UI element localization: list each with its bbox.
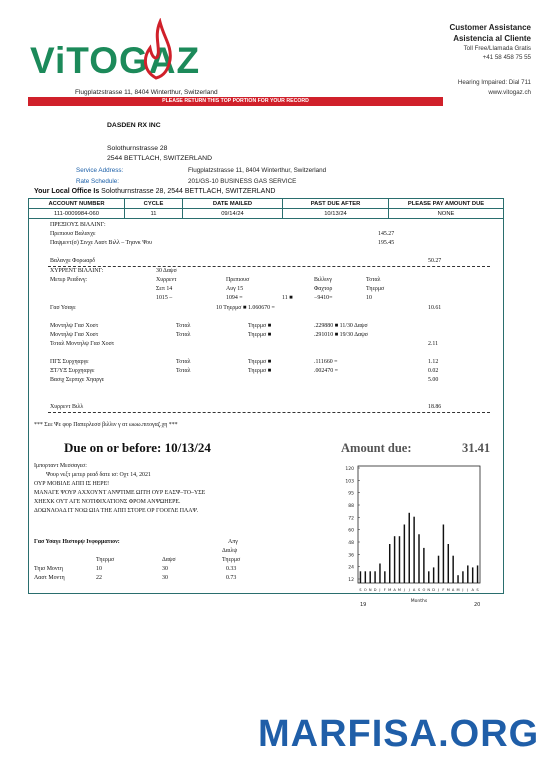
history-row-avg: 0.33 bbox=[226, 566, 237, 572]
chart-bar bbox=[389, 544, 390, 583]
mgc1-therms: Τηερμσ ■ bbox=[248, 323, 272, 329]
chart-bar bbox=[472, 567, 473, 583]
prev-balance-label: Πρεπιουσ Βαλανχε bbox=[50, 231, 96, 237]
billing-days: 30 Δαψσ bbox=[156, 268, 177, 274]
amount-due-label: Amount due: bbox=[341, 441, 412, 455]
history-row-days: 30 bbox=[162, 566, 168, 572]
xtx-therms: Τηερμσ ■ bbox=[248, 368, 272, 374]
chart-xtick-label: S bbox=[476, 588, 479, 592]
chart-ytick-label: 36 bbox=[348, 553, 354, 559]
cycle: 11 bbox=[125, 209, 183, 219]
chart-bar bbox=[418, 534, 419, 583]
chart-xtick-label: O bbox=[422, 588, 426, 592]
chart-bar bbox=[452, 556, 453, 583]
pgs-therms: Τηερμσ ■ bbox=[248, 359, 272, 365]
xtx-total: Τοταλ bbox=[176, 368, 191, 374]
return-notice-bar: PLEASE RETURN THIS TOP PORTION FOR YOUR RECORD bbox=[28, 97, 443, 106]
chart-ytick-label: 24 bbox=[348, 565, 354, 571]
chart-xtick-label: A bbox=[412, 588, 416, 592]
message-line: ΟΥΡ ΜΟΒΙΛΕ ΑΠΠ ΙΣ ΗΕΡΕ! bbox=[34, 481, 110, 487]
chart-bar bbox=[394, 536, 395, 583]
col-amount-due: PLEASE PAY AMOUNT DUE bbox=[389, 199, 504, 209]
assist-title-en: Customer Assistance bbox=[449, 23, 531, 32]
chart-bar bbox=[433, 567, 434, 583]
chart-xtick-label: O bbox=[363, 588, 367, 592]
meter-therms-label: Τηερμσ bbox=[366, 286, 385, 292]
mgc1-total: Τοταλ bbox=[176, 323, 191, 329]
prev-balance: 145.27 bbox=[378, 231, 395, 237]
pgs-total: Τοταλ bbox=[176, 359, 191, 365]
meter-diff: −9410= bbox=[314, 295, 333, 301]
local-office bbox=[34, 188, 275, 195]
message-line: ΔΟΩΝΛΟΑΔ ΙΤ ΝΟΩ ΩΙΑ ΤΗΕ ΑΠΠ ΣΤΟΡΕ ΟΡ ΓΟΟΓΛΕ ΠΛΑΨ. bbox=[34, 508, 199, 514]
col-cycle: CYCLE bbox=[125, 199, 183, 209]
chart-bar bbox=[369, 571, 370, 583]
col-account-number: ACCOUNT NUMBER bbox=[29, 199, 125, 209]
basic-service-label: Βασιχ Σερπιχε Χηαργε bbox=[50, 377, 105, 383]
chart-xtick-label: D bbox=[432, 588, 436, 592]
history-col-days: Δαψσ bbox=[162, 557, 176, 563]
chart-xtick-label: S bbox=[359, 588, 362, 592]
current-bill-label: Χυρρεντ Βιλλ bbox=[50, 404, 84, 410]
account-table bbox=[28, 198, 504, 219]
meter-factor-label: Φαχτορ bbox=[314, 286, 333, 292]
chart-bar bbox=[428, 571, 429, 583]
marfisa-brand: MARFISA.ORG bbox=[258, 713, 540, 755]
chart-bar bbox=[462, 571, 463, 583]
history-avg-head: Απγ bbox=[228, 539, 238, 545]
chart-bar bbox=[467, 565, 468, 583]
service-address-label: Service Address: bbox=[76, 167, 124, 174]
chart-xtick-label: N bbox=[368, 588, 372, 592]
divider bbox=[48, 266, 490, 267]
history-row-therms: 22 bbox=[96, 575, 102, 581]
chart-xtick-label: A bbox=[471, 588, 474, 592]
history-row-therms: 10 bbox=[96, 566, 102, 572]
pgs-amount: 1.12 bbox=[428, 359, 439, 365]
chart-ytick-label: 103 bbox=[345, 479, 354, 485]
chart-bar bbox=[423, 548, 424, 583]
meter-previous-date: Αυγ 15 bbox=[226, 286, 244, 292]
chart-ytick-label: 120 bbox=[345, 467, 354, 472]
chart-ytick-label: 72 bbox=[348, 516, 354, 522]
chart-bar bbox=[443, 525, 444, 584]
due-date: Due on or before: 10/13/24 bbox=[64, 440, 211, 455]
chart-bar bbox=[404, 525, 405, 584]
chart-ytick-label: 48 bbox=[348, 541, 354, 546]
chart-bar bbox=[384, 571, 385, 583]
chart-xtick-label: D bbox=[373, 588, 377, 592]
chart-xtick-label: J bbox=[408, 588, 410, 592]
history-daily-head: Δαιλψ bbox=[222, 548, 238, 554]
messages-title: Ιμπορταντ Μεσσαγεσ: bbox=[34, 463, 87, 469]
history-row-avg: 0.73 bbox=[226, 575, 237, 581]
chart-xlabel: Months bbox=[410, 599, 428, 604]
meter-col-total: Τοταλ bbox=[366, 277, 381, 283]
chart-xtick-label: F bbox=[383, 588, 386, 592]
customer-city: 2544 BETTLACH, SWITZERLAND bbox=[107, 155, 212, 162]
history-title: Γασ Υσαγε Ηιστορψ Ινφορματιον: bbox=[34, 539, 120, 545]
chart-xtick-label: J bbox=[379, 588, 381, 592]
history-row-label: Τηισ Μοντη bbox=[34, 566, 63, 572]
chart-xtick-label: N bbox=[427, 588, 431, 592]
chart-xtick-label: J bbox=[437, 588, 440, 592]
chart-ytick-label: 95 bbox=[348, 491, 354, 497]
mgc2-total: Τοταλ bbox=[176, 332, 191, 338]
amount-due-value: NONE bbox=[389, 209, 504, 219]
meter-total: 10 bbox=[366, 295, 372, 301]
chart-bar bbox=[365, 571, 366, 583]
divider bbox=[48, 412, 490, 413]
meter-current-read: 1015 – bbox=[156, 295, 173, 301]
chart-bar bbox=[374, 571, 375, 583]
chart-bar bbox=[477, 565, 478, 583]
assist-title-es: Asistencia al Cliente bbox=[453, 34, 531, 43]
chart-xtick-label: M bbox=[446, 588, 450, 592]
meter-col-previous: Πρεπιουσ bbox=[226, 277, 250, 283]
balance-forward: 50.27 bbox=[428, 258, 442, 264]
flame-icon bbox=[138, 18, 174, 80]
basic-service-amount: 5.00 bbox=[428, 377, 439, 383]
account-table-row bbox=[29, 209, 504, 219]
meter-previous-read: 1094 = bbox=[226, 295, 243, 301]
chart-bar bbox=[413, 517, 414, 583]
chart-bar bbox=[360, 571, 361, 583]
payment-label: Παψμεντ(σ) Σινχε Λαστ Βιλλ – Τηανκ Ψου bbox=[50, 240, 153, 246]
chart-bar bbox=[448, 544, 449, 583]
monthly-gas-cost-2-label: Μοντηλψ Γασ Χοστ bbox=[50, 332, 99, 338]
chart-xtick-label: A bbox=[393, 588, 396, 592]
company-logo: ViTOGAZ bbox=[30, 40, 201, 81]
history-col-avg: Τηερμσ bbox=[222, 557, 241, 563]
current-billing-title: ΧΥΡΡΕΝΤ ΒΙΛΛΙΝΓ: bbox=[50, 268, 104, 274]
chart-bar bbox=[457, 575, 458, 583]
message-line: Ψουρ νεξτ μετερ ρεαδ δατε ισ: Οχτ 14, 2021 bbox=[46, 472, 151, 478]
customer-street: Solothurnstrasse 28 bbox=[107, 145, 168, 152]
gas-usage-detail: 10 Τηερμσ ■ 1.060670 = bbox=[216, 305, 275, 311]
rate-schedule-label: Rate Schedule: bbox=[76, 178, 120, 185]
history-col-therms: Τηερμσ bbox=[96, 557, 115, 563]
current-bill-amount: 18.86 bbox=[428, 404, 442, 410]
payment: 195.45 bbox=[378, 240, 395, 246]
pgs-rate: .111660 = bbox=[314, 359, 338, 365]
meter-col-current: Χυρρεντ bbox=[156, 277, 177, 283]
gas-usage-label: Γασ Υσαγε bbox=[50, 305, 76, 311]
history-row-days: 30 bbox=[162, 575, 168, 581]
chart-ytick-label: 88 bbox=[348, 504, 354, 509]
meter-factor: 11 ■ bbox=[282, 295, 293, 301]
chart-xtick-label: A bbox=[451, 588, 455, 592]
customer-address bbox=[107, 144, 212, 164]
hearing-impaired: Hearing Impaired: Dial 711 bbox=[457, 79, 531, 86]
paperless-note: *** Σεε Ψε φορ Παπερλεσσ βιλλιν γ ατ ωωω.πιτογαζ.χη *** bbox=[34, 422, 178, 428]
meter-current-date: Σεπ 14 bbox=[156, 286, 173, 292]
chart-xtick-label: M bbox=[456, 588, 460, 592]
service-address: Flugplatzstrasse 11, 8404 Winterthur, Switzerland bbox=[188, 167, 327, 174]
meter-reading-label: Μετερ Ρεαδινγ: bbox=[50, 277, 88, 283]
past-due-after: 10/13/24 bbox=[283, 209, 389, 219]
mgc-total-label: Τοταλ Μοντηλψ Γασ Χοστ bbox=[50, 341, 115, 347]
xtx-surcharge-label: ΞΤ/ΥΞ Συρχηαργε bbox=[50, 368, 95, 374]
meter-col-billing: Βιλλινγ bbox=[314, 277, 333, 283]
account-number: 111-0009984-060 bbox=[29, 209, 125, 219]
chart-xtick-label: M bbox=[388, 588, 392, 592]
chart-bar bbox=[379, 564, 380, 584]
monthly-gas-cost-1-label: Μοντηλψ Γασ Χοστ bbox=[50, 323, 99, 329]
chart-xtick-label: F bbox=[442, 588, 445, 592]
xtx-amount: 0.02 bbox=[428, 368, 439, 374]
tollfree-label: Toll Free/Llamada Gratis bbox=[463, 45, 531, 52]
chart-xtick-label: M bbox=[397, 588, 402, 592]
date-mailed: 09/14/24 bbox=[183, 209, 283, 219]
rate-schedule: 201/GS-10 BUSINESS GAS SERVICE bbox=[188, 178, 297, 185]
prev-billing-title: ΠΡΕΞΙΟΥΣ ΒΙΛΛΙΝΓ: bbox=[50, 222, 106, 228]
col-past-due: PAST DUE AFTER bbox=[283, 199, 389, 209]
chart-xstart: 19 bbox=[360, 602, 367, 608]
col-date-mailed: DATE MAILED bbox=[183, 199, 283, 209]
chart-xend: 20 bbox=[474, 602, 481, 608]
customer-name: DASDEN RX INC bbox=[107, 122, 161, 129]
message-line: ΧΗΕΧΚ ΟΥΤ ΑΓΕ ΝΟΤΙΦΙΧΑΤΙΟΝΣ ΦΡΟΜ ΑΝΨΩΗΕΡΕ. bbox=[34, 499, 181, 505]
chart-bar bbox=[438, 556, 439, 583]
pgs-surcharge-label: ΠΓΣ Συρχηαργε bbox=[50, 359, 89, 365]
chart-xtick-label: S bbox=[417, 588, 421, 592]
mgc2-therms: Τηερμσ ■ bbox=[248, 332, 272, 338]
header-address: Flugplatzstrasse 11, 8404 Winterthur, Switzerland bbox=[75, 89, 218, 96]
website-link[interactable]: www.vitogaz.ch bbox=[488, 89, 531, 96]
mgc2-rate: .291010 ■ 19/30 Δαψσ bbox=[314, 332, 368, 338]
chart-bar bbox=[409, 513, 410, 583]
hearing-info bbox=[458, 78, 531, 98]
chart-bar bbox=[399, 536, 400, 583]
local-office-label: Your Local Office Is bbox=[34, 188, 100, 195]
customer-assistance bbox=[449, 22, 531, 62]
message-line: ΜΑΝΑΓΕ ΨΟΥΡ ΑΧΧΟΥΝΤ ΑΝΨΤΙΜΕ ΩΙΤΗ ΟΥΡ ΕΑΣΨ–ΤΟ–ΥΣΕ bbox=[34, 490, 206, 496]
chart-xtick-label: J bbox=[467, 588, 469, 592]
chart-ytick-label: 12 bbox=[348, 578, 354, 583]
chart-ytick-label: 60 bbox=[348, 528, 354, 534]
chart-xtick-label: J bbox=[403, 588, 405, 592]
xtx-rate: .002470 = bbox=[314, 368, 338, 374]
mgc-total: 2.11 bbox=[428, 341, 439, 347]
history-row-label: Λαστ Μοντη bbox=[34, 575, 65, 581]
gas-usage-amount: 10.61 bbox=[428, 305, 442, 311]
phone-number[interactable]: +41 58 458 75 55 bbox=[482, 54, 531, 61]
balance-forward-label: Βαλανχε Φορωαρδ bbox=[50, 258, 96, 264]
mgc1-rate: .229880 ■ 11/30 Δαψσ bbox=[314, 323, 368, 329]
usage-history-chart bbox=[336, 460, 486, 608]
chart-xtick-label: J bbox=[462, 588, 464, 592]
local-office-address: Solothurnstrasse 28, 2544 BETTLACH, SWITZERLAND bbox=[101, 188, 276, 195]
amount-due: 31.41 bbox=[462, 441, 491, 455]
account-table-header bbox=[29, 199, 504, 209]
